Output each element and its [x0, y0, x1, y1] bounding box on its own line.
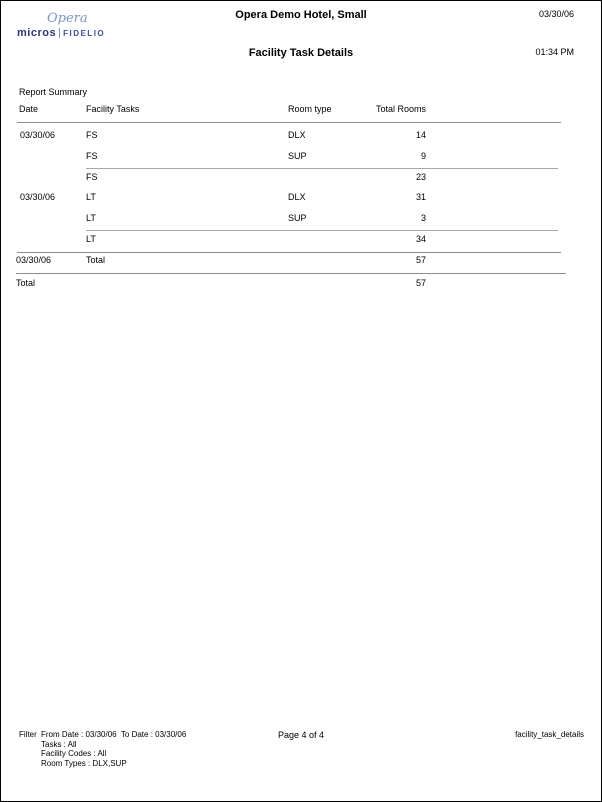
filter-label: Filter	[19, 730, 37, 739]
cell-facility-task: LT	[86, 213, 96, 223]
hotel-name: Opera Demo Hotel, Small	[235, 9, 367, 21]
group-divider-line	[86, 168, 558, 169]
group-divider-line	[86, 230, 558, 231]
table-row-date-total	[1, 255, 601, 269]
table-row	[1, 130, 601, 144]
column-header-total-rooms: Total Rooms	[375, 104, 426, 114]
table-row-subtotal	[1, 234, 601, 248]
logo-divider	[59, 28, 60, 38]
column-header-room-type: Room type	[288, 104, 332, 114]
cell-facility-task: Total	[86, 255, 106, 265]
filter-line-tasks: Tasks : All	[41, 739, 77, 749]
cell-room-type: SUP	[288, 213, 307, 223]
fidelio-logo-text: FIDELIO	[63, 28, 106, 38]
cell-room-type: DLX	[288, 130, 306, 140]
cell-room-type: DLX	[288, 192, 306, 202]
table-row	[1, 151, 601, 165]
page-number: Page 4 of 4	[277, 730, 325, 740]
cell-total-rooms: 57	[415, 255, 426, 265]
section-divider-line	[17, 252, 561, 253]
cell-date: Total	[16, 278, 36, 288]
cell-total-rooms: 14	[415, 130, 426, 140]
report-date: 03/30/06	[538, 9, 574, 19]
micros-fidelio-row	[17, 27, 127, 39]
cell-date: 03/30/06	[20, 130, 56, 140]
cell-date: 03/30/06	[16, 255, 52, 265]
report-file-name: facility_task_details	[515, 730, 584, 739]
table-row	[1, 213, 601, 227]
cell-total-rooms: 34	[415, 234, 426, 244]
cell-room-type: SUP	[288, 151, 307, 161]
opera-logo-text: Opera	[47, 11, 88, 26]
cell-date: 03/30/06	[20, 192, 56, 202]
column-header-facility-tasks: Facility Tasks	[86, 104, 140, 114]
section-divider-line	[16, 273, 566, 274]
cell-facility-task: FS	[86, 151, 98, 161]
cell-total-rooms: 31	[415, 192, 426, 202]
cell-facility-task: LT	[86, 234, 96, 244]
table-row-subtotal	[1, 172, 601, 186]
report-time: 01:34 PM	[535, 47, 574, 57]
filter-line-room-types: Room Types : DLX,SUP	[41, 758, 127, 768]
table-row-grand-total	[1, 278, 601, 292]
cell-total-rooms: 3	[420, 213, 426, 223]
table-row	[1, 192, 601, 206]
micros-logo-text: micros	[17, 27, 57, 39]
filter-line-dates: From Date : 03/30/06 To Date : 03/30/06	[41, 730, 187, 739]
table-header-row	[1, 104, 601, 118]
cell-total-rooms: 57	[415, 278, 426, 288]
header-divider-line	[17, 122, 561, 123]
cell-total-rooms: 23	[415, 172, 426, 182]
report-summary-label: Report Summary	[19, 87, 88, 97]
cell-facility-task: FS	[86, 130, 98, 140]
cell-total-rooms: 9	[420, 151, 426, 161]
column-header-date: Date	[19, 104, 39, 114]
report-title: Facility Task Details	[248, 47, 354, 59]
cell-facility-task: LT	[86, 192, 96, 202]
filter-line-facility-codes: Facility Codes : All	[41, 749, 107, 758]
cell-facility-task: FS	[86, 172, 98, 182]
